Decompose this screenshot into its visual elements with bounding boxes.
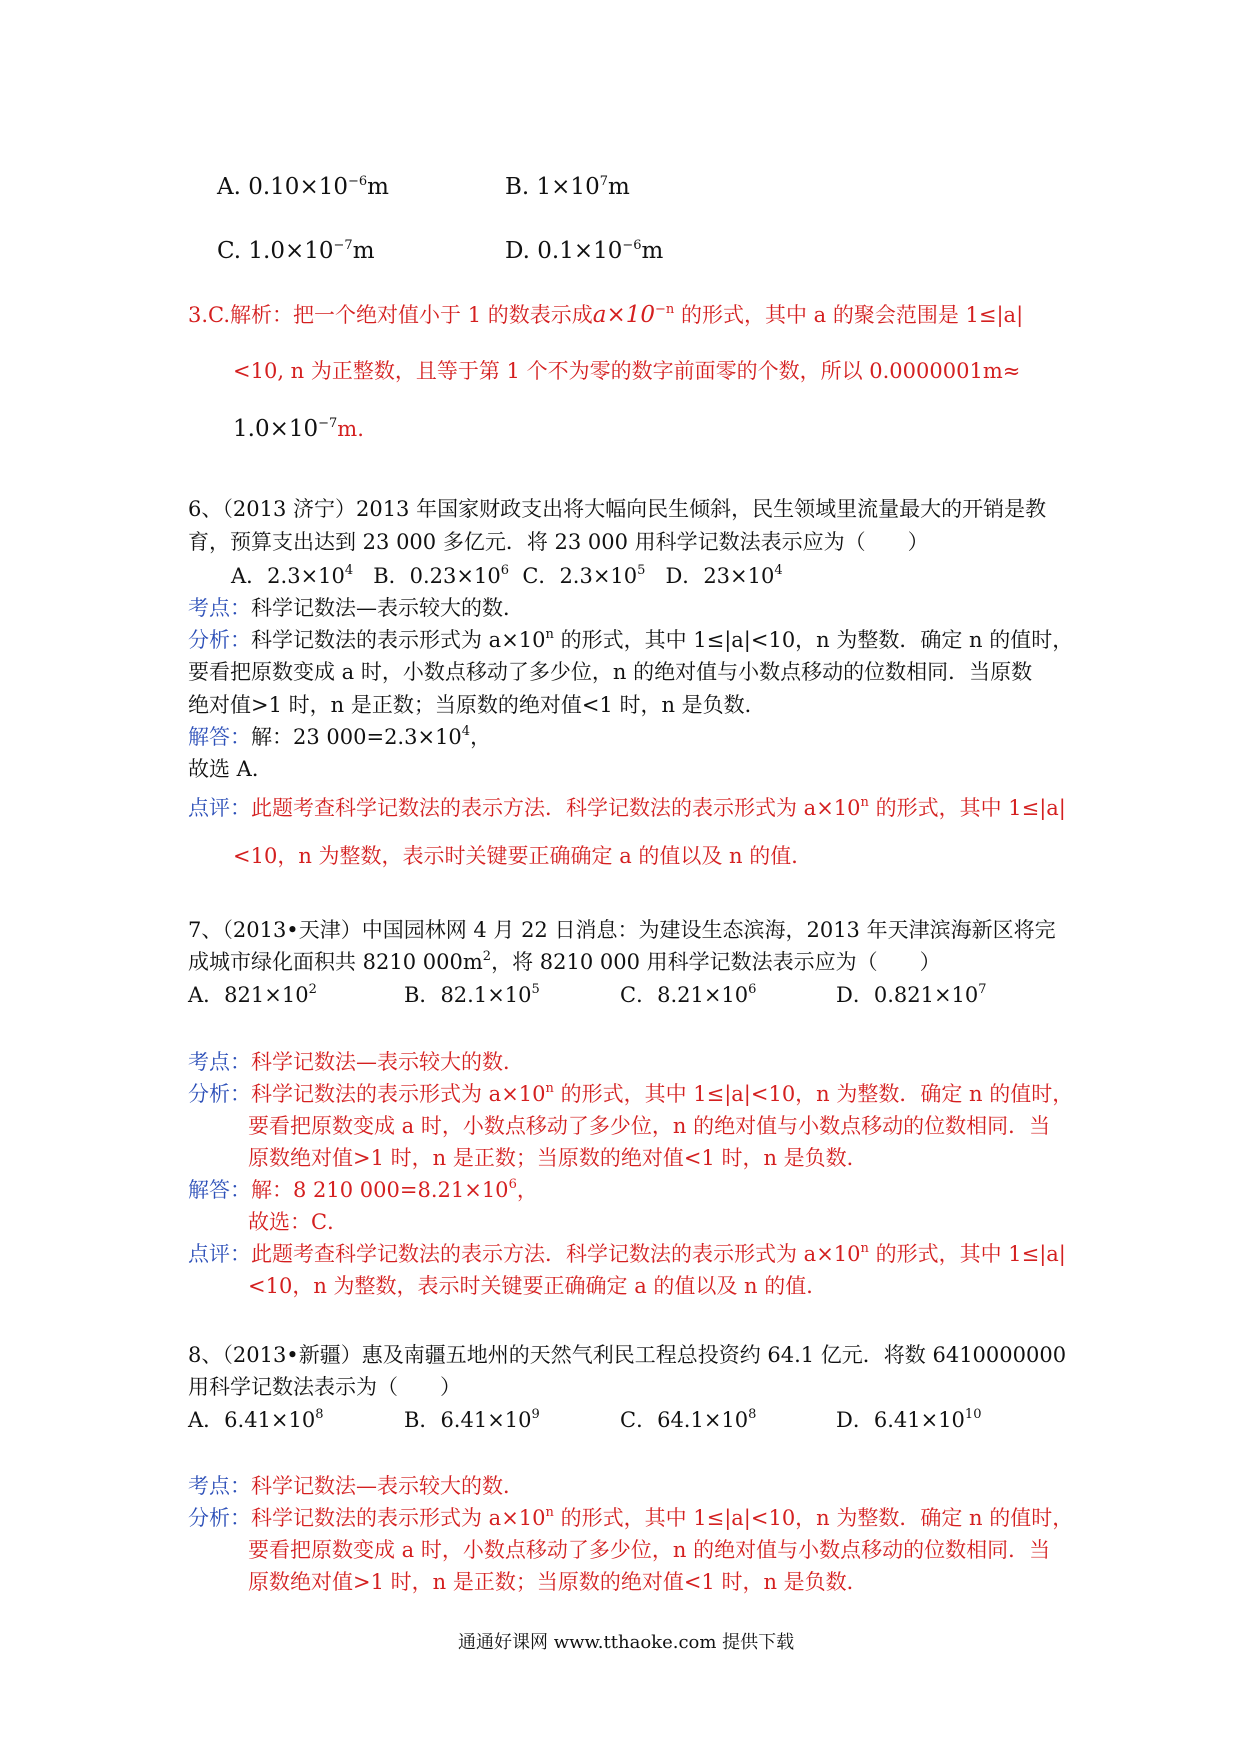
- q7-fenxi-line-3: 原数绝对值>1 时，n 是正数；当原数的绝对值<1 时，n 是负数．: [248, 1146, 868, 1170]
- q3-option-b: B. $1\times 10^7m$: [505, 174, 630, 200]
- q7-option-b: B．$82.1\times 10^5$: [404, 982, 540, 1007]
- q7-kaodian: 考点：科学记数法—表示较大的数．: [188, 1050, 524, 1074]
- page-footer: 通通好课网 www.tthaoke.com 提供下载: [458, 1632, 795, 1653]
- q6-dianping-line-2: <10，n 为整数，表示时关键要正确确定 a 的值以及 n 的值．: [233, 844, 813, 868]
- q6-fenxi-line-3: 绝对值>1 时，n 是正数；当原数的绝对值<1 时，n 是负数．: [188, 693, 766, 717]
- q8-option-c: C．$64.1\times 10^8$: [620, 1407, 757, 1432]
- q8-stem-line-1: 8、（2013•新疆）惠及南疆五地州的天然气利民工程总投资约 64.1 亿元．将数 6410000000: [188, 1343, 1067, 1367]
- q6-stem-line-1: 6、（2013 济宁）2013 年国家财政支出将大幅向民生倾斜，民生领域里流量最大的开销是教: [188, 497, 1047, 521]
- q8-stem-line-2: 用科学记数法表示为（ ）: [188, 1375, 461, 1399]
- q3-option-a: A. $0.10\times 10^{-6}m$: [217, 174, 389, 200]
- q3-analysis-line-2: <10, n 为正整数，且等于第 1 个不为零的数字前面零的个数，所以 0.0000001m≈: [233, 359, 1021, 383]
- q7-jieda: 解答：解：8 210 $000=8.21\times 10^6$，: [188, 1177, 538, 1202]
- q7-option-c: C．$8.21\times 10^6$: [620, 982, 757, 1007]
- q7-stem-line-2: 成城市绿化面积共 8210 $000m^2$，将 8210 000 用科学记数法表示应为（ ）: [188, 949, 941, 974]
- q8-fenxi-line-3: 原数绝对值>1 时，n 是正数；当原数的绝对值<1 时，n 是负数．: [248, 1570, 868, 1594]
- q7-dianping-line-2: <10，n 为整数，表示时关键要正确确定 a 的值以及 n 的值．: [248, 1274, 828, 1298]
- q7-option-d: D．$0.821\times 10^7$: [836, 982, 987, 1007]
- q8-fenxi-line-2: 要看把原数变成 a 时，小数点移动了多少位，n 的绝对值与小数点移动的位数相同．当: [248, 1538, 1051, 1562]
- q6-jieda: 解答：解：23 $000=2.3\times 10^4$，: [188, 724, 492, 749]
- q7-dianping-line-1: 点评：此题考查科学记数法的表示方法．科学记数法的表示形式为 $a\times 10^n$ 的形式，其中 1≤|a|: [188, 1241, 1066, 1266]
- q8-kaodian: 考点：科学记数法—表示较大的数．: [188, 1474, 524, 1498]
- q7-stem-line-1: 7、（2013•天津）中国园林网 4 月 22 日消息：为建设生态滨海，2013 年天津滨海新区将完: [188, 918, 1056, 942]
- q6-options: A．$2.3\times 10^4$ B．$0.23\times 10^6$ C．$2.3\times 10^5$ D．$23\times 10^4$: [231, 563, 783, 588]
- q6-stem-line-2: 育，预算支出达到 23 000 多亿元．将 23 000 用科学记数法表示应为（ ）: [188, 530, 929, 554]
- q6-choose: 故选 A．: [188, 757, 273, 781]
- q6-fenxi-line-2: 要看把原数变成 a 时，小数点移动了多少位，n 的绝对值与小数点移动的位数相同．当原数: [188, 660, 1033, 684]
- q8-fenxi-line-1: 分析：科学记数法的表示形式为 $a\times 10^n$ 的形式，其中 1≤|a|<10，n 为整数．确定 n 的值时，: [188, 1505, 1074, 1530]
- q3-option-d: D. $0.1\times 10^{-6}m$: [505, 238, 664, 264]
- q3-analysis-line-1: 3.C.解析：把一个绝对值小于 1 的数表示成$a\times 10^{-n}$ 的形式，其中 a 的聚会范围是 1≤|a|: [188, 302, 1024, 328]
- q6-dianping-line-1: 点评：此题考查科学记数法的表示方法．科学记数法的表示形式为 $a\times 10^n$ 的形式，其中 1≤|a|: [188, 795, 1066, 820]
- q7-choose: 故选：C．: [248, 1210, 349, 1234]
- q3-option-c: C. $1.0\times 10^{-7}m$: [217, 238, 375, 264]
- q7-fenxi-line-2: 要看把原数变成 a 时，小数点移动了多少位，n 的绝对值与小数点移动的位数相同．当: [248, 1114, 1051, 1138]
- q7-option-a: A．$821\times 10^2$: [188, 982, 317, 1007]
- q8-option-b: B．$6.41\times 10^9$: [404, 1407, 540, 1432]
- q6-fenxi-line-1: 分析：科学记数法的表示形式为 $a\times 10^n$ 的形式，其中 1≤|a|<10，n 为整数．确定 n 的值时，: [188, 627, 1074, 652]
- q8-option-a: A．$6.41\times 10^8$: [188, 1407, 324, 1432]
- q6-kaodian: 考点：科学记数法—表示较大的数．: [188, 596, 524, 620]
- q8-option-d: D．$6.41\times 10^{10}$: [836, 1407, 982, 1432]
- q3-analysis-line-3: $1.0\times 10^{-7}m$.: [233, 416, 364, 442]
- q7-fenxi-line-1: 分析：科学记数法的表示形式为 $a\times 10^n$ 的形式，其中 1≤|a|<10，n 为整数．确定 n 的值时，: [188, 1081, 1074, 1106]
